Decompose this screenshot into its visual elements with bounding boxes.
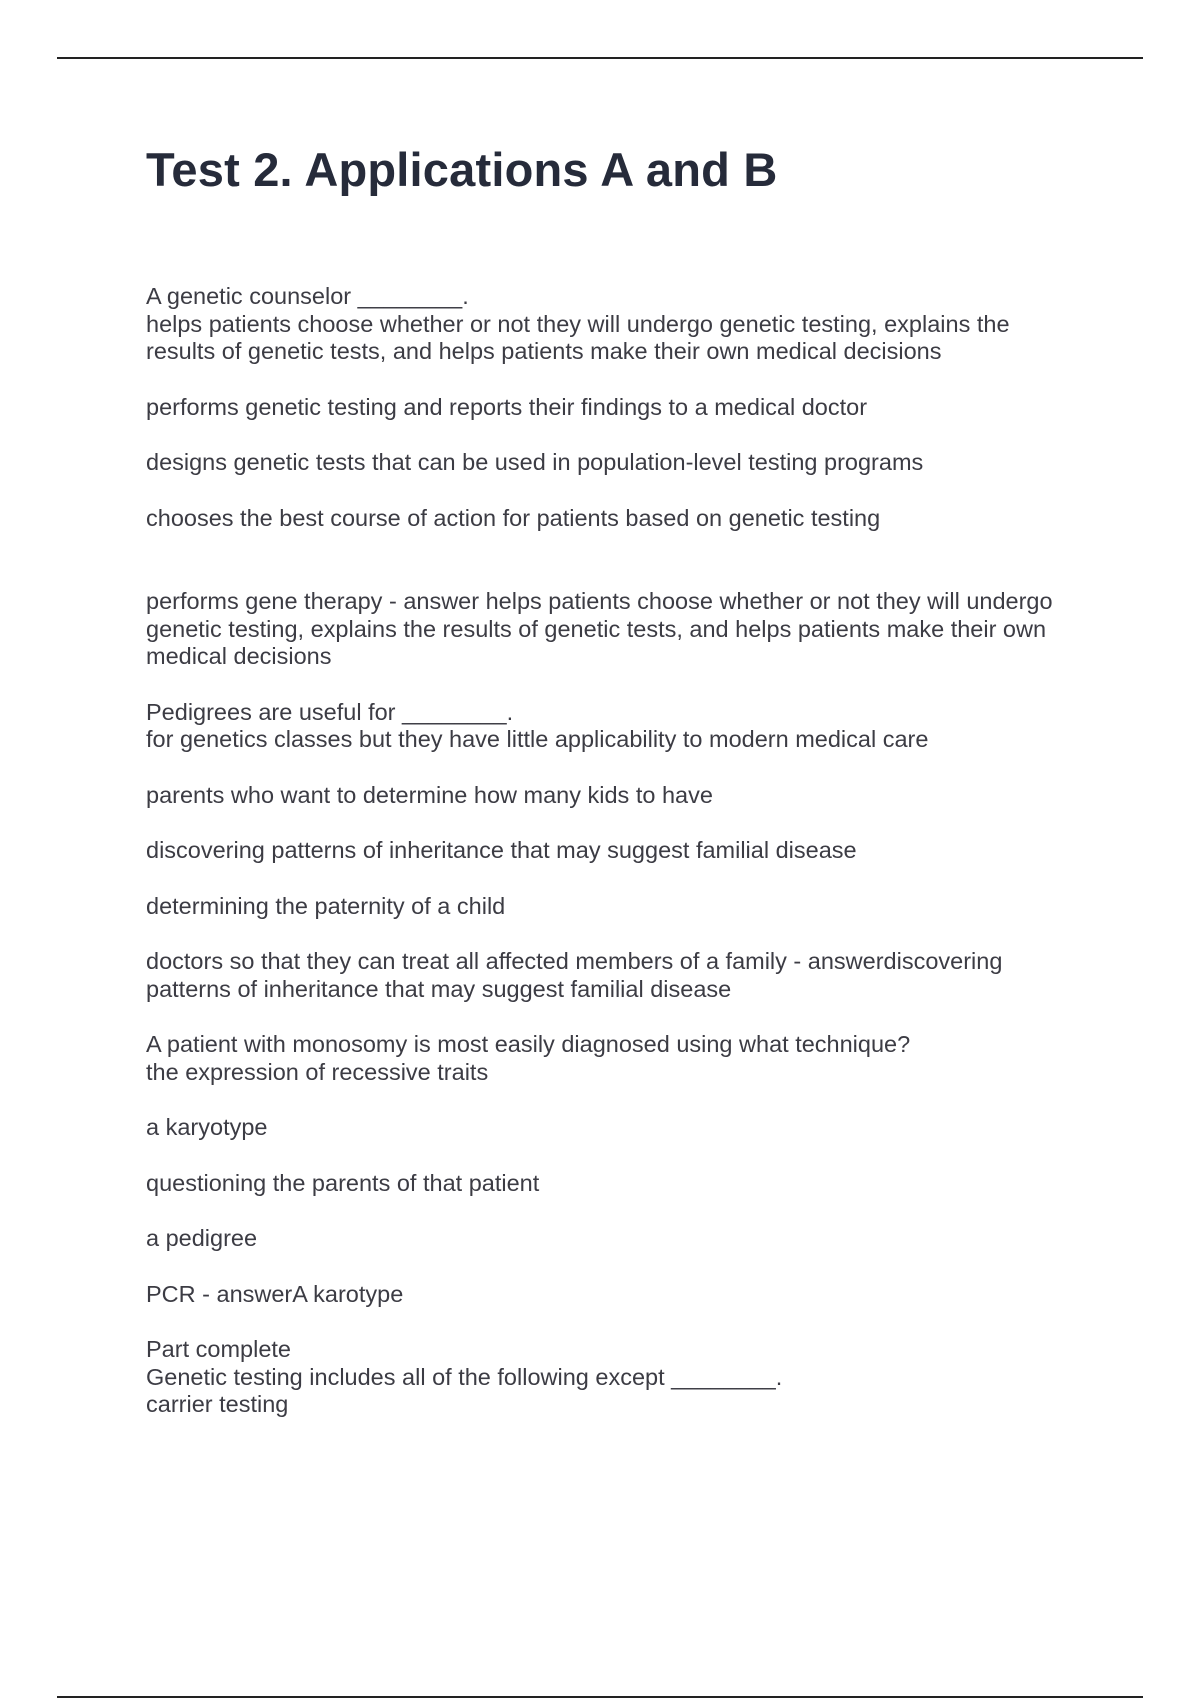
answer-option-paragraph [146, 394, 1106, 422]
question-prompt: Pedigrees are useful for ________. [146, 698, 514, 725]
answer-option: genetic testing, explains the results of genetic tests, and helps patients make their own [146, 615, 1047, 642]
answer-option: performs genetic testing and reports their findings to a medical doctor [146, 393, 868, 420]
status-text: Part complete [146, 1336, 291, 1362]
answer-option-paragraph [146, 505, 1106, 533]
answer-option-paragraph [146, 1170, 1106, 1198]
answer-option: a karyotype [146, 1114, 268, 1140]
answer-option-paragraph [146, 449, 1106, 477]
answer-option: for genetics classes but they have little applicability to modern medical care [146, 726, 929, 752]
answer-option: the expression of recessive traits [146, 1058, 489, 1085]
answer-option-paragraph [146, 1225, 1106, 1253]
page-title: Test 2. Applications A and B [146, 143, 778, 196]
answer-option-paragraph [146, 837, 1106, 865]
header-rule [57, 57, 1143, 59]
answer-option-paragraph [146, 1114, 1106, 1142]
answer-option: helps patients choose whether or not they will undergo genetic testing, explains the [146, 310, 1010, 337]
question-prompt: A patient with monosomy is most easily diagnosed using what technique? [146, 1031, 911, 1057]
answer-option: discovering patterns of inheritance that may suggest familial disease [146, 837, 857, 863]
answer-option: performs gene therapy - answer helps patients choose whether or not they will undergo [146, 588, 1053, 614]
answer-option-paragraph [146, 948, 1106, 1003]
answer-option-paragraph [146, 782, 1106, 810]
question-4 [146, 1336, 1106, 1419]
answer-option-paragraph [146, 588, 1106, 671]
footer-rule [57, 1696, 1143, 1698]
answer-option: carrier testing [146, 1391, 289, 1417]
answer-option: patterns of inheritance that may suggest familial disease [146, 975, 732, 1002]
answer-option: a pedigree [146, 1225, 258, 1251]
answer-option-paragraph [146, 1281, 1106, 1309]
answer-option: doctors so that they can treat all affected members of a family - answerdiscovering [146, 948, 1003, 974]
answer-option: questioning the parents of that patient [146, 1169, 540, 1196]
answer-option: determining the paternity of a child [146, 892, 506, 919]
question-2 [146, 699, 1106, 754]
question-1 [146, 283, 1106, 366]
answer-option: designs genetic tests that can be used in population-level testing programs [146, 449, 924, 475]
answer-option: medical decisions [146, 643, 332, 669]
answer-option: parents who want to determine how many kids to have [146, 781, 713, 808]
question-prompt: A genetic counselor ________. [146, 283, 469, 309]
answer-option-paragraph [146, 893, 1106, 921]
question-prompt: Genetic testing includes all of the following except ________. [146, 1363, 783, 1390]
answer-option: results of genetic tests, and helps patients make their own medical decisions [146, 338, 942, 364]
answer-option: chooses the best course of action for patients based on genetic testing [146, 504, 881, 531]
answer-option: PCR - answerA karotype [146, 1280, 404, 1307]
question-3 [146, 1031, 1106, 1086]
document-body [146, 283, 1106, 1447]
